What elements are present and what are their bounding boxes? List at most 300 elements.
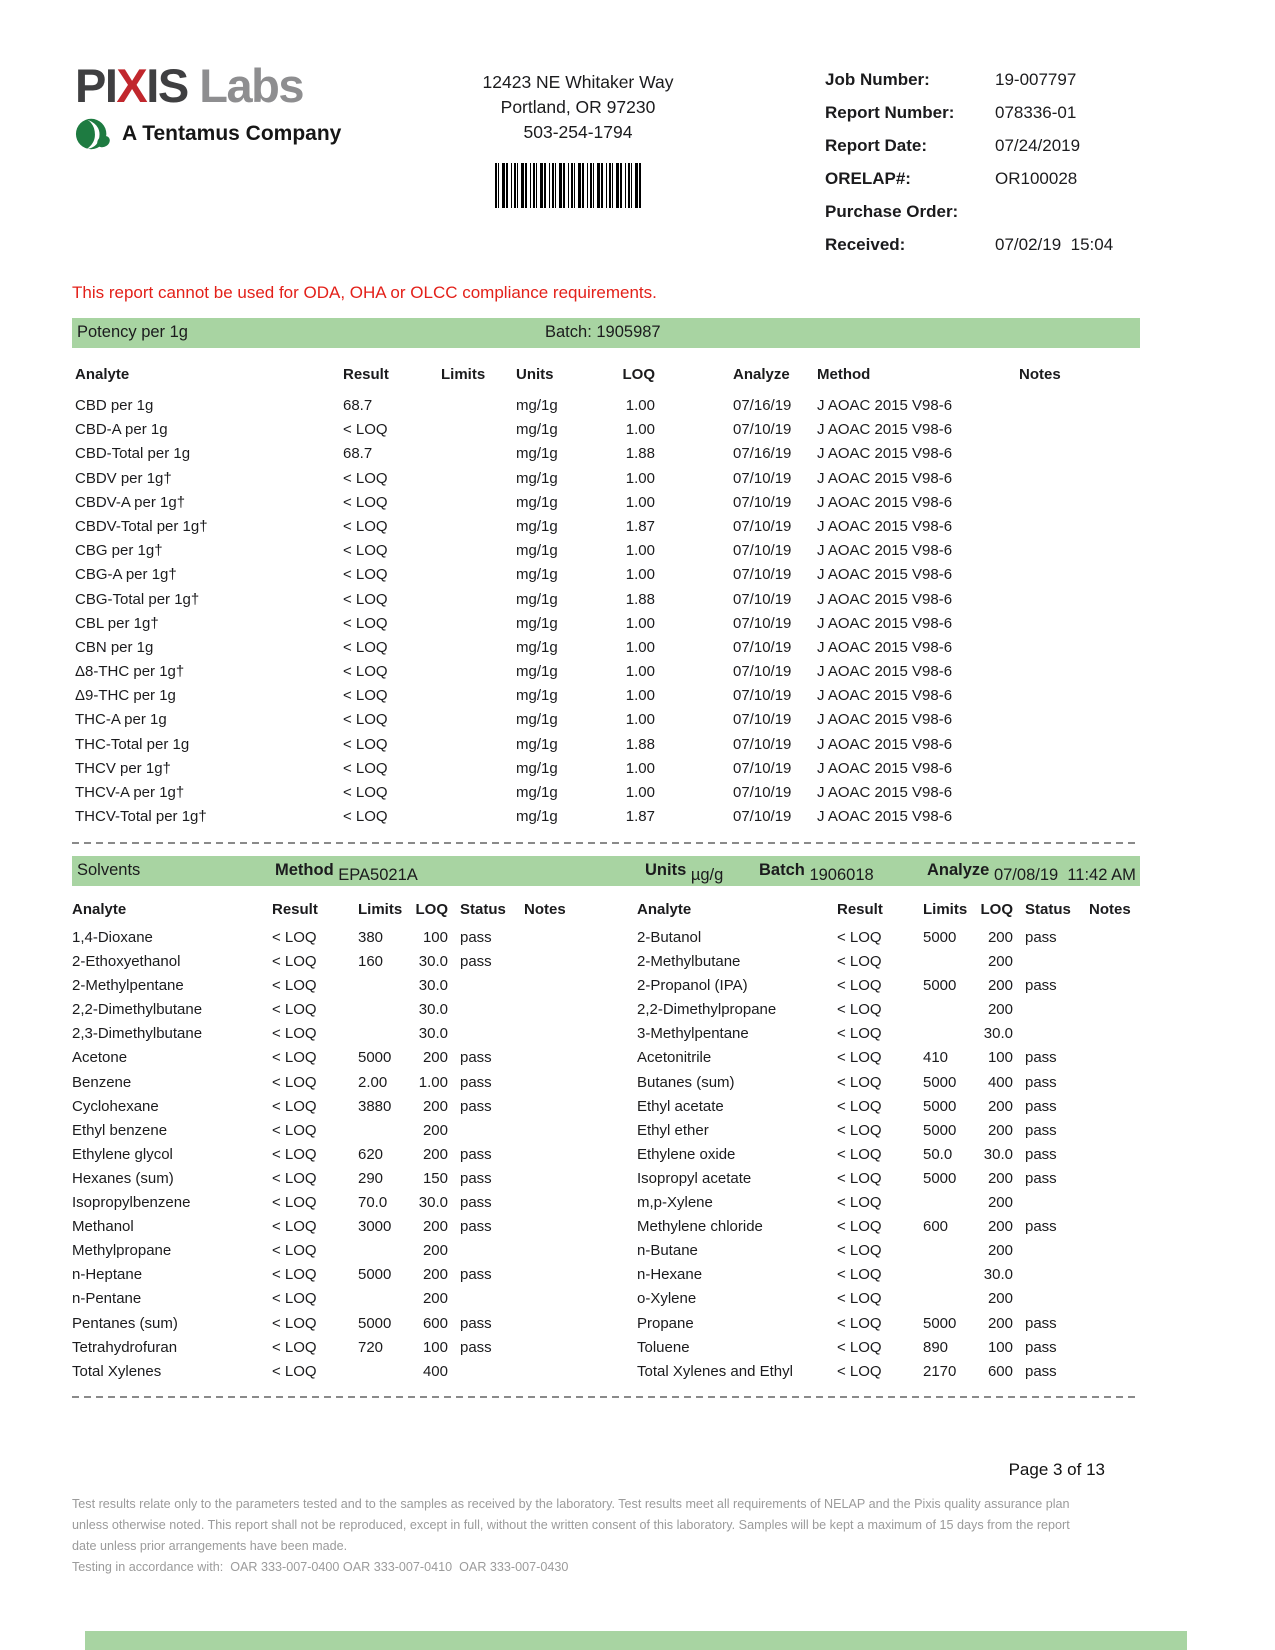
cell-loq: 200 (987, 1001, 1013, 1019)
cell-loq: 200 (422, 1218, 448, 1236)
solvents-right-headers (637, 900, 1140, 920)
cell-analyte: CBDV-Total per 1g† (75, 517, 208, 535)
cell-method: J AOAC 2015 V98-6 (817, 469, 953, 487)
cell-analyte: CBL per 1g† (75, 614, 159, 632)
cell-loq: 150 (422, 1169, 448, 1187)
job-number-row (825, 70, 1205, 90)
cell-result: < LOQ (837, 1169, 882, 1187)
job-number-value: 19-007797 (995, 70, 1077, 89)
cell-analyte: n-Butane (637, 1242, 698, 1260)
cell-result: < LOQ (343, 493, 388, 511)
cell-loq: 1.00 (625, 421, 655, 439)
purchase-order-label: Purchase Order: (825, 202, 959, 221)
cell-analyte: THCV-Total per 1g† (75, 808, 207, 826)
cell-result: < LOQ (343, 614, 388, 632)
report-number-value: 078336-01 (995, 103, 1077, 122)
cell-result: < LOQ (343, 421, 388, 439)
cell-result: < LOQ (837, 1242, 882, 1260)
cell-result: < LOQ (272, 1145, 317, 1163)
cell-units: mg/1g (516, 711, 558, 729)
potency-row (72, 660, 1140, 684)
cell-analyze: 07/10/19 (733, 663, 792, 681)
address-line-1: 12423 NE Whitaker Way (482, 72, 674, 92)
col-notes: Notes (1019, 366, 1061, 383)
cell-method: J AOAC 2015 V98-6 (817, 711, 953, 729)
cell-result: < LOQ (272, 1097, 317, 1115)
cell-limits: 5000 (923, 1121, 957, 1139)
cell-loq: 1.00 (625, 759, 655, 777)
cell-notes (1089, 950, 1140, 974)
cell-status: pass (1025, 1169, 1057, 1187)
cell-status: pass (460, 1218, 492, 1236)
lab-address (428, 70, 728, 145)
potency-column-headers (72, 366, 1140, 383)
cell-analyte: THCV per 1g† (75, 759, 171, 777)
cell-loq: 100 (422, 929, 448, 946)
cell-loq: 200 (987, 1194, 1013, 1212)
potency-row (72, 515, 1140, 539)
cell-analyte: Acetonitrile (637, 1049, 712, 1067)
potency-row (72, 805, 1140, 829)
solvent-row (637, 1312, 1140, 1336)
cell-limits: 290 (358, 1169, 384, 1187)
potency-row (72, 442, 1140, 466)
cell-limits (358, 998, 408, 1022)
col-limits: Limits (358, 901, 403, 918)
solvent-row (637, 1215, 1140, 1239)
solvents-batch (759, 861, 874, 884)
cell-result: < LOQ (837, 1001, 882, 1019)
cell-status (1013, 998, 1089, 1022)
cell-limits (441, 394, 516, 418)
cell-notes (524, 1143, 575, 1167)
cell-units: mg/1g (516, 421, 558, 439)
cell-limits: 70.0 (358, 1194, 388, 1212)
solvent-row (72, 974, 575, 998)
cell-method: J AOAC 2015 V98-6 (817, 445, 953, 463)
cell-loq: 30.0 (983, 1025, 1013, 1043)
cell-limits (358, 1119, 408, 1143)
cell-loq: 200 (987, 1097, 1013, 1115)
cell-loq: 1.00 (625, 542, 655, 560)
cell-status: pass (460, 1169, 492, 1187)
solvent-row (637, 974, 1140, 998)
solvent-row (72, 1119, 575, 1143)
logo-text-x: X (116, 59, 147, 112)
cell-result: < LOQ (837, 977, 882, 995)
cell-notes (1089, 1215, 1140, 1239)
cell-loq: 30.0 (418, 977, 448, 995)
cell-units: mg/1g (516, 397, 558, 414)
cell-limits (923, 1263, 973, 1287)
cell-analyze: 07/10/19 (733, 542, 792, 560)
cell-result: < LOQ (837, 1097, 882, 1115)
potency-row (72, 684, 1140, 708)
cell-loq: 1.88 (625, 445, 655, 463)
cell-notes (1089, 1095, 1140, 1119)
cell-loq: 30.0 (418, 1001, 448, 1019)
cell-notes (524, 1071, 575, 1095)
cell-result: < LOQ (837, 1025, 882, 1043)
cell-notes (1089, 998, 1140, 1022)
cell-analyte: n-Heptane (72, 1266, 143, 1284)
solvent-row (637, 998, 1140, 1022)
solvent-row (72, 1263, 575, 1287)
purchase-order-value (995, 202, 1205, 222)
cell-limits (441, 418, 516, 442)
cell-analyte: Benzene (72, 1073, 132, 1091)
cell-limits (441, 515, 516, 539)
cell-analyte: Isopropyl acetate (637, 1169, 752, 1187)
potency-row (72, 539, 1140, 563)
cell-method: J AOAC 2015 V98-6 (817, 663, 953, 681)
cell-result: < LOQ (343, 735, 388, 753)
cell-limits (923, 1191, 973, 1215)
cell-loq: 1.00 (625, 493, 655, 511)
cell-analyte: CBDV-A per 1g† (75, 493, 186, 511)
cell-status (448, 974, 524, 998)
cell-result: < LOQ (837, 953, 882, 971)
cell-units: mg/1g (516, 493, 558, 511)
cell-notes (1019, 733, 1140, 757)
cell-loq: 200 (987, 1290, 1013, 1308)
cell-loq: 200 (987, 1242, 1013, 1260)
cell-notes (524, 1167, 575, 1191)
cell-notes (524, 1312, 575, 1336)
potency-row (72, 781, 1140, 805)
cell-method: J AOAC 2015 V98-6 (817, 397, 953, 414)
cell-result: < LOQ (272, 977, 317, 995)
compliance-notice: This report cannot be used for ODA, OHA or OLCC compliance requirements. (72, 283, 657, 302)
cell-notes (524, 1239, 575, 1263)
received-row (825, 235, 1205, 255)
cell-result: < LOQ (837, 1073, 882, 1091)
solvent-row (72, 1167, 575, 1191)
cell-analyze: 07/10/19 (733, 711, 792, 729)
cell-limits: 50.0 (923, 1145, 953, 1163)
cell-analyte: CBD-A per 1g (75, 421, 168, 439)
cell-status: pass (1025, 1314, 1057, 1332)
cell-units: mg/1g (516, 663, 558, 681)
cell-status: pass (1025, 1121, 1057, 1139)
address-line-3: 503-254-1794 (523, 122, 633, 142)
cell-limits (923, 1239, 973, 1263)
solvent-row (637, 1143, 1140, 1167)
solvent-row (72, 1287, 575, 1311)
logo-wordmark (75, 59, 341, 112)
cell-analyte: Methylene chloride (637, 1218, 763, 1236)
solvents-left-column (72, 900, 575, 1384)
solvents-right-body (637, 926, 1140, 1384)
cell-status (448, 1360, 524, 1384)
cell-limits: 3880 (358, 1097, 392, 1115)
cell-result: < LOQ (272, 953, 317, 971)
cell-limits (923, 998, 973, 1022)
cell-analyze: 07/10/19 (733, 493, 792, 511)
cell-units: mg/1g (516, 808, 558, 826)
cell-status (1013, 950, 1089, 974)
cell-notes (1019, 394, 1140, 418)
cell-loq: 200 (422, 1145, 448, 1163)
cell-loq: 1.87 (625, 517, 655, 535)
address-line-2: Portland, OR 97230 (500, 97, 656, 117)
cell-result: < LOQ (343, 784, 388, 801)
cell-analyte: n-Hexane (637, 1266, 703, 1284)
cell-notes (524, 1095, 575, 1119)
cell-limits: 5000 (923, 929, 957, 946)
cell-result: < LOQ (343, 542, 388, 560)
solvents-method (275, 861, 418, 884)
cell-analyte: THCV-A per 1g† (75, 784, 185, 801)
cell-status (448, 1287, 524, 1311)
solvent-row (637, 1191, 1140, 1215)
cell-analyte: Ethylene glycol (72, 1145, 173, 1163)
col-limits: Limits (923, 901, 968, 918)
solvent-row (72, 926, 575, 950)
cell-analyte: Hexanes (sum) (72, 1169, 174, 1187)
potency-row (72, 491, 1140, 515)
cell-loq: 600 (987, 1362, 1013, 1380)
solvent-row (72, 1360, 575, 1384)
cell-loq: 200 (987, 1314, 1013, 1332)
cell-result: < LOQ (343, 759, 388, 777)
cell-method: J AOAC 2015 V98-6 (817, 638, 953, 656)
solvent-row (637, 1095, 1140, 1119)
cell-status: pass (460, 1145, 492, 1163)
cell-loq: 200 (987, 929, 1013, 946)
cell-analyte: Isopropylbenzene (72, 1194, 191, 1212)
cell-units: mg/1g (516, 784, 558, 801)
potency-row (72, 636, 1140, 660)
cell-result: < LOQ (272, 1290, 317, 1308)
cell-analyte: Toluene (637, 1338, 690, 1356)
barcode-image (495, 163, 641, 208)
cell-notes (524, 998, 575, 1022)
solvent-row (72, 1143, 575, 1167)
cell-method: J AOAC 2015 V98-6 (817, 517, 953, 535)
cell-notes (1089, 1312, 1140, 1336)
cell-units: mg/1g (516, 566, 558, 584)
col-notes: Notes (524, 901, 566, 918)
cell-limits (358, 1022, 408, 1046)
col-limits: Limits (441, 366, 486, 383)
cell-loq: 200 (987, 1218, 1013, 1236)
cell-notes (1089, 1360, 1140, 1384)
cell-status (1013, 1022, 1089, 1046)
report-number-row (825, 103, 1205, 123)
solvents-left-headers (72, 900, 575, 920)
cell-analyze: 07/10/19 (733, 784, 792, 801)
cell-status: pass (460, 953, 492, 971)
cell-analyze: 07/10/19 (733, 590, 792, 608)
cell-result: < LOQ (272, 1338, 317, 1356)
col-notes: Notes (1089, 901, 1131, 918)
logo-text-labs: Labs (187, 59, 303, 112)
cell-loq: 1.00 (625, 663, 655, 681)
cell-limits: 2170 (923, 1362, 957, 1380)
cell-notes (1019, 588, 1140, 612)
cell-notes (524, 1046, 575, 1070)
cell-result: < LOQ (837, 1266, 882, 1284)
cell-analyte: Methylpropane (72, 1242, 172, 1260)
solvents-method-label: Method (275, 861, 334, 879)
cell-result: < LOQ (837, 1290, 882, 1308)
cell-method: J AOAC 2015 V98-6 (817, 808, 953, 826)
cell-limits (441, 612, 516, 636)
cell-analyze: 07/10/19 (733, 687, 792, 705)
cell-limits: 600 (923, 1218, 949, 1236)
cell-analyte: Total Xylenes and Ethyl (637, 1362, 793, 1380)
tentamus-leaf-icon (75, 115, 113, 153)
cell-status: pass (1025, 1097, 1057, 1115)
solvent-row (637, 1239, 1140, 1263)
cell-analyte: Tetrahydrofuran (72, 1338, 178, 1356)
cell-limits: 380 (358, 929, 384, 946)
cell-units: mg/1g (516, 469, 558, 487)
cell-loq: 400 (422, 1362, 448, 1380)
solvents-units-label: Units (645, 861, 687, 879)
cell-notes (1089, 1143, 1140, 1167)
potency-section-header (72, 318, 1140, 348)
cell-loq: 400 (987, 1073, 1013, 1091)
solvents-batch-value: 1906018 (809, 866, 874, 884)
report-date-row (825, 136, 1205, 156)
potency-row (72, 467, 1140, 491)
footer-green-bar (85, 1631, 1187, 1650)
cell-notes (1089, 926, 1140, 950)
cell-limits (441, 757, 516, 781)
cell-method: J AOAC 2015 V98-6 (817, 614, 953, 632)
cell-notes (524, 1191, 575, 1215)
cell-analyte: Total Xylenes (72, 1362, 162, 1380)
pixis-labs-logo (75, 59, 342, 153)
cell-result: < LOQ (272, 1314, 317, 1332)
cell-status (448, 998, 524, 1022)
potency-row (72, 394, 1140, 418)
col-result: Result (837, 901, 883, 918)
cell-analyte: Acetone (72, 1049, 128, 1067)
cell-notes (1019, 418, 1140, 442)
cell-loq: 1.88 (625, 735, 655, 753)
cell-units: mg/1g (516, 687, 558, 705)
cell-result: < LOQ (343, 469, 388, 487)
cell-loq: 1.00 (418, 1073, 448, 1091)
cell-analyze: 07/10/19 (733, 808, 792, 826)
cell-loq: 200 (422, 1097, 448, 1115)
solvents-section-header (72, 856, 1140, 886)
report-date-value: 07/24/2019 (995, 136, 1081, 155)
cell-result: < LOQ (272, 1362, 317, 1380)
cell-status: pass (460, 1073, 492, 1091)
cell-limits (441, 491, 516, 515)
cell-limits: 3000 (358, 1218, 392, 1236)
cell-limits: 5000 (923, 1097, 957, 1115)
cell-units: mg/1g (516, 517, 558, 535)
cell-limits: 160 (358, 953, 384, 971)
cell-limits (441, 636, 516, 660)
solvent-row (637, 1360, 1140, 1384)
solvent-row (72, 1046, 575, 1070)
cell-status: pass (460, 1194, 492, 1212)
cell-notes (524, 1022, 575, 1046)
cell-notes (1019, 708, 1140, 732)
cell-status (1013, 1287, 1089, 1311)
cell-result: < LOQ (837, 929, 882, 946)
cell-analyze: 07/10/19 (733, 759, 792, 777)
cell-loq: 30.0 (418, 1194, 448, 1212)
cell-limits (441, 442, 516, 466)
cell-loq: 1.00 (625, 469, 655, 487)
cell-limits: 5000 (358, 1314, 392, 1332)
cell-analyte: Propane (637, 1314, 694, 1332)
solvents-section-title: Solvents (77, 861, 141, 879)
cell-method: J AOAC 2015 V98-6 (817, 735, 953, 753)
cell-result: < LOQ (272, 929, 317, 946)
cell-status (448, 1239, 524, 1263)
cell-limits (441, 684, 516, 708)
solvent-row (637, 1336, 1140, 1360)
cell-notes (524, 1287, 575, 1311)
logo-tagline: A Tentamus Company (122, 122, 342, 145)
cell-limits: 5000 (358, 1266, 392, 1284)
cell-analyte: 2-Methylbutane (637, 953, 741, 971)
solvents-table (72, 900, 1140, 1384)
cell-limits: 720 (358, 1338, 384, 1356)
cell-units: mg/1g (516, 735, 558, 753)
cell-limits (441, 781, 516, 805)
cell-loq: 1.00 (625, 711, 655, 729)
cell-limits (923, 950, 973, 974)
section-divider (72, 842, 1137, 844)
cell-limits (358, 1287, 408, 1311)
cell-analyte: Δ8-THC per 1g† (75, 663, 185, 681)
cell-loq: 1.00 (625, 687, 655, 705)
cell-limits: 890 (923, 1338, 949, 1356)
cell-analyte: 2-Ethoxyethanol (72, 953, 181, 971)
cell-status: pass (460, 1097, 492, 1115)
cell-analyte: 3-Methylpentane (637, 1025, 749, 1043)
cell-status (1013, 1239, 1089, 1263)
solvent-row (72, 1239, 575, 1263)
potency-batch: Batch: 1905987 (545, 323, 661, 341)
solvent-row (637, 1046, 1140, 1070)
cell-units: mg/1g (516, 614, 558, 632)
logo-tagline-row (75, 115, 341, 153)
solvent-row (72, 950, 575, 974)
cell-limits: 5000 (923, 1073, 957, 1091)
cell-result: < LOQ (272, 1242, 317, 1260)
cell-limits (923, 1287, 973, 1311)
cell-status: pass (1025, 977, 1057, 995)
cell-notes (524, 1360, 575, 1384)
cell-analyte: 2,2-Dimethylpropane (637, 1001, 777, 1019)
cell-result: < LOQ (837, 1194, 882, 1212)
cell-limits (358, 1360, 408, 1384)
solvent-row (637, 1119, 1140, 1143)
cell-analyte: CBG per 1g† (75, 542, 163, 560)
solvents-analyze-label: Analyze (927, 861, 990, 879)
cell-notes (1019, 539, 1140, 563)
cell-limits (441, 733, 516, 757)
cell-loq: 1.88 (625, 590, 655, 608)
solvent-row (637, 926, 1140, 950)
cell-units: mg/1g (516, 590, 558, 608)
solvents-analyze (927, 861, 1136, 884)
cell-notes (1019, 757, 1140, 781)
col-result: Result (343, 366, 389, 383)
cell-loq: 100 (987, 1338, 1013, 1356)
cell-result: < LOQ (837, 1314, 882, 1332)
